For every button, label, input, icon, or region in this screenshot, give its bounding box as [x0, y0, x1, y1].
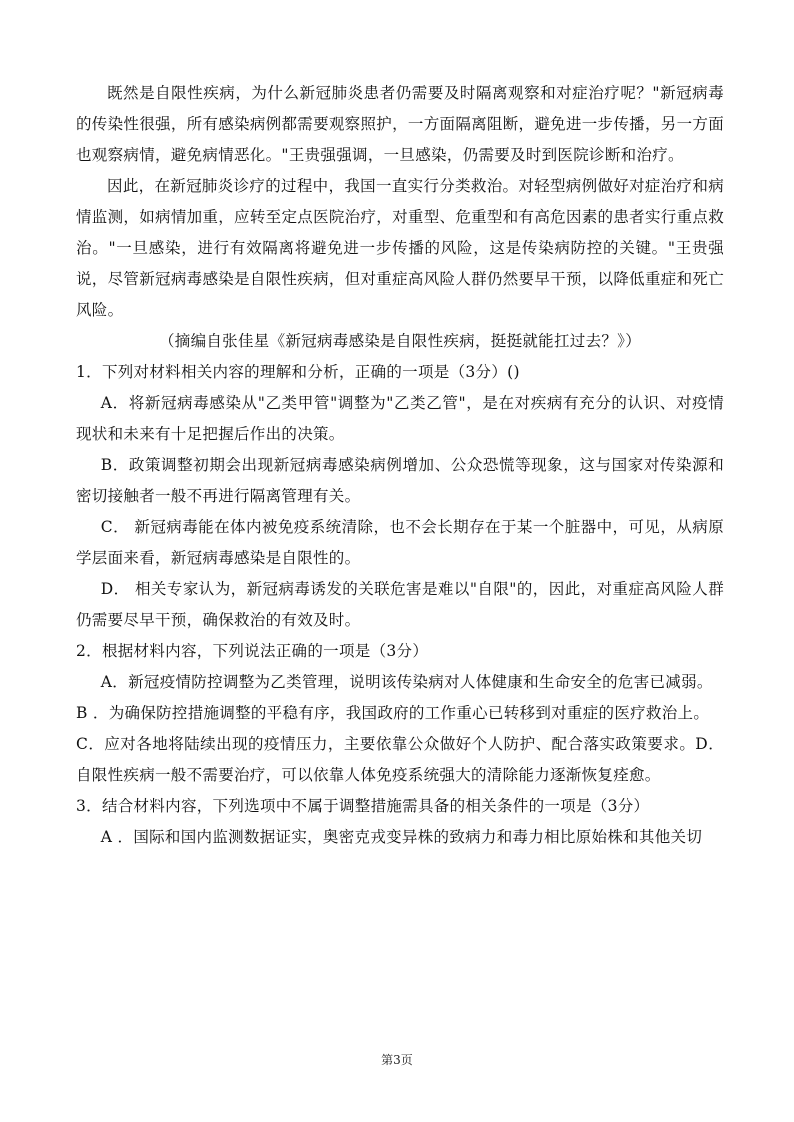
question-2-stem: 2．根据材料内容，下列说法正确的一项是（3分）	[76, 642, 429, 660]
question-1-option-a: A．将新冠病毒感染从"乙类甲管"调整为"乙类乙管"，是在对疾病有充分的认识、对疫情现状和未来有十足把握后作出的决策。	[76, 394, 724, 443]
page-content	[76, 78, 724, 853]
page-number: 第3页	[381, 1053, 413, 1067]
question-1-stem: 1．下列对材料相关内容的理解和分析，正确的一项是（3分）()	[76, 363, 520, 381]
question-3-stem: 3．结合材料内容，下列选项中不属于调整措施需具备的相关条件的一项是（3分）	[76, 797, 650, 815]
question-2-option-a: A．新冠疫情防控调整为乙类管理，说明该传染病对人体健康和生命安全的危害已减弱。	[100, 673, 713, 691]
question-1-option-c: C． 新冠病毒能在体内被免疫系统清除，也不会长期存在于某一个脏器中，可见，从病原学层面来看，新冠病毒感染是自限性的。	[76, 518, 724, 567]
question-2-option-b: B ．为确保防控措施调整的平稳有序，我国政府的工作重心已转移到对重症的医疗救治上。	[76, 704, 710, 722]
question-1-option-d: D． 相关专家认为，新冠病毒诱发的关联危害是难以"自限"的，因此，对重症高风险人群仍需要尽早干预，确保救治的有效及时。	[76, 580, 724, 629]
source-citation: （摘编自张佳星《新冠病毒感染是自限性疾病，挺挺就能扛过去？》）	[158, 332, 642, 350]
question-2-option-c-d: C．应对各地将陆续出现的疫情压力，主要依靠公众做好个人防护、配合落实政策要求。D．自限性疾病一般不需要治疗，可以依靠人体免疫系统强大的清除能力逐渐恢复痊愈。	[76, 735, 724, 784]
paragraph: 因此，在新冠肺炎诊疗的过程中，我国一直实行分类救治。对轻型病例做好对症治疗和病情监测，如病情加重，应转至定点医院治疗，对重型、危重型和有高危因素的患者实行重点救治。"一旦感染，进行有效隔离将避免进一步传播的风险，这是传染病防控的关键。"王贵强说，尽管新冠病毒感染是自限性疾病，但对重症高风险人群仍然要早干预，以降低重症和死亡风险。	[76, 177, 724, 319]
question-3-option-a: A ．国际和国内监测数据证实，奥密克戎变异株的致病力和毒力相比原始株和其他关切	[100, 828, 703, 846]
paragraph: 既然是自限性疾病，为什么新冠肺炎患者仍需要及时隔离观察和对症治疗呢？"新冠病毒的传染性很强，所有感染病例都需要观察照护，一方面隔离阻断，避免进一步传播，另一方面也观察病情，避免病情恶化。"王贵强强调，一旦感染，仍需要及时到医院诊断和治疗。	[76, 84, 724, 164]
question-1-option-b: B．政策调整初期会出现新冠病毒感染病例增加、公众恐慌等现象，这与国家对传染源和密切接触者一般不再进行隔离管理有关。	[76, 456, 724, 505]
